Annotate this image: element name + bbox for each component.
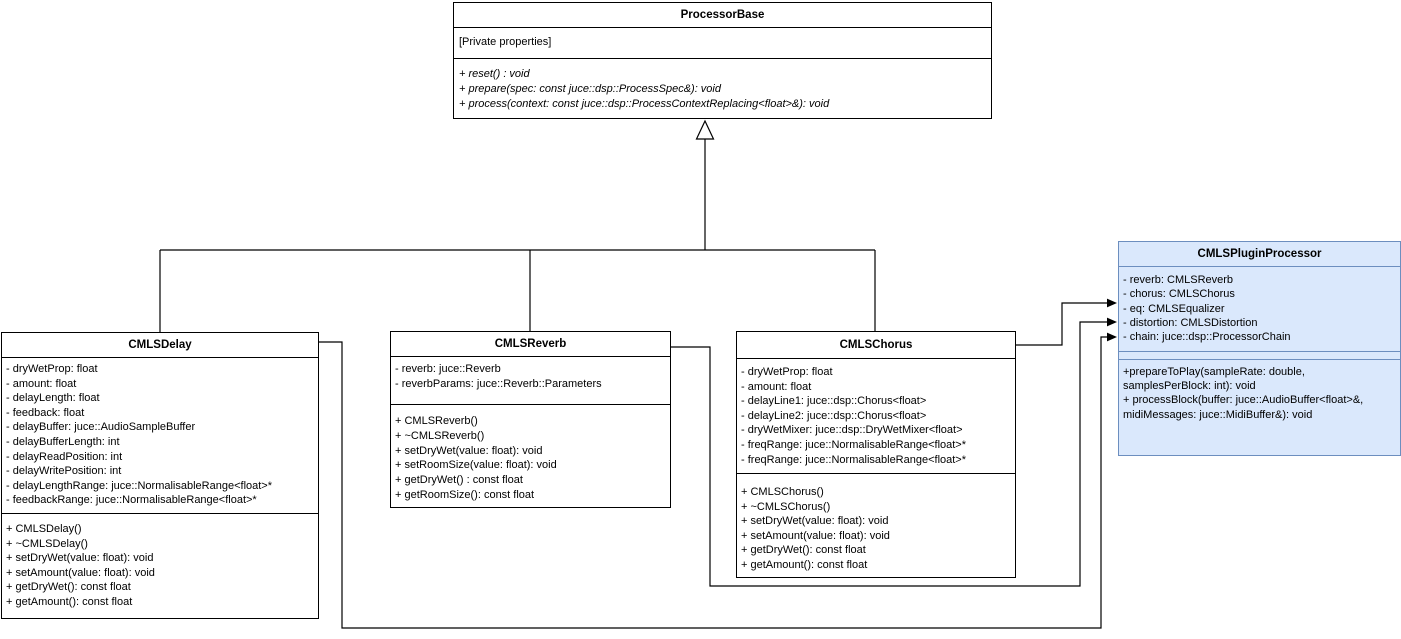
class-title: CMLSChorus: [737, 332, 1015, 359]
class-attribute: - delayBuffer: juce::AudioSampleBuffer: [6, 421, 196, 434]
class-attribute: - delayReadPosition: int: [6, 450, 123, 463]
class-attribute: - delayLine2: juce::dsp::Chorus<float>: [741, 409, 927, 422]
class-box-cmlspluginprocessor: [1118, 241, 1401, 456]
class-method-line: +prepareToPlay(sampleRate: double,: [1123, 366, 1305, 378]
class-method: + ~CMLSReverb(): [395, 429, 485, 442]
class-box-processorbase: [453, 2, 992, 119]
class-method: + setDryWet(value: float): void: [395, 444, 543, 457]
class-attribute: - chain: juce::dsp::ProcessorChain: [1123, 331, 1291, 344]
class-method: + getRoomSize(): const float: [395, 488, 535, 501]
class-attribute: - amount: float: [741, 380, 812, 393]
class-method: + CMLSReverb(): [395, 415, 478, 427]
class-box-cmlsdelay: [1, 332, 319, 619]
class-attribute: - dryWetMixer: juce::dsp::DryWetMixer<float>: [741, 424, 963, 437]
class-attribute: - reverb: juce::Reverb: [395, 363, 501, 375]
class-title: CMLSDelay: [2, 333, 318, 358]
class-attribute: - chorus: CMLSChorus: [1123, 288, 1235, 301]
generalization-connector: [160, 139, 875, 332]
class-box-cmlschorus: [736, 331, 1016, 578]
class-properties-note: [Private properties]: [459, 36, 552, 48]
class-attribute: - feedbackRange: juce::NormalisableRange<float>*: [6, 494, 257, 507]
class-attribute: - dryWetProp: float: [741, 366, 833, 378]
class-attribute: - eq: CMLSEqualizer: [1123, 302, 1225, 315]
class-method: + setDryWet(value: float): void: [6, 552, 154, 565]
class-method: + getDryWet(): const float: [741, 544, 866, 557]
class-attribute: - delayBufferLength: int: [6, 435, 120, 448]
class-attribute: - amount: float: [6, 377, 77, 390]
class-attribute: - dryWetProp: float: [6, 363, 98, 375]
class-method: + getDryWet() : const float: [395, 474, 523, 487]
class-attribute: - delayWritePosition: int: [6, 465, 122, 478]
class-method: + setAmount(value: float): void: [6, 566, 155, 579]
class-method: + ~CMLSChorus(): [741, 500, 831, 513]
class-method: + process(context: const juce::dsp::ProcessContextReplacing<float>&): void: [459, 98, 830, 110]
class-attribute: - feedback: float: [6, 406, 85, 419]
class-attribute: - delayLine1: juce::dsp::Chorus<float>: [741, 395, 927, 408]
class-attribute: - freqRange: juce::NormalisableRange<float>*: [741, 453, 967, 466]
association-arrowhead-icon: [1107, 299, 1117, 308]
class-method-line: samplesPerBlock: int): void: [1123, 380, 1256, 393]
class-method-line: midiMessages: juce::MidiBuffer&): void: [1123, 408, 1313, 421]
class-method: + CMLSDelay(): [6, 523, 82, 535]
class-attribute: - reverb: CMLSReverb: [1123, 274, 1234, 286]
class-method: + setAmount(value: float): void: [741, 529, 890, 542]
association-arrowhead-icon: [1107, 333, 1117, 342]
class-method: + prepare(spec: const juce::dsp::ProcessSpec&): void: [459, 83, 721, 95]
class-method: + setDryWet(value: float): void: [741, 515, 889, 528]
class-title: CMLSPluginProcessor: [1119, 242, 1400, 267]
class-attribute: - reverbParams: juce::Reverb::Parameters: [395, 377, 602, 390]
class-title: ProcessorBase: [454, 3, 991, 28]
class-title: CMLSReverb: [391, 332, 670, 357]
class-method: + getAmount(): const float: [6, 595, 133, 608]
class-attribute: - delayLengthRange: juce::NormalisableRange<float>*: [6, 479, 273, 492]
class-attribute: - freqRange: juce::NormalisableRange<float>*: [741, 438, 967, 451]
association-connector-chorus: [1015, 303, 1108, 345]
class-attribute: - delayLength: float: [6, 392, 100, 405]
generalization-arrowhead-icon: [697, 121, 714, 139]
class-method: + ~CMLSDelay(): [6, 537, 88, 550]
class-method: + reset() : void: [459, 68, 530, 80]
class-box-cmlsreverb: [390, 331, 671, 508]
class-attribute: - distortion: CMLSDistortion: [1123, 316, 1258, 329]
association-arrowhead-icon: [1107, 318, 1117, 327]
class-method: + getAmount(): const float: [741, 558, 868, 571]
class-method: + setRoomSize(value: float): void: [395, 459, 557, 472]
empty-compartment: [1119, 352, 1400, 360]
class-method: + CMLSChorus(): [741, 486, 824, 498]
class-method-line: + processBlock(buffer: juce::AudioBuffer<float>&,: [1123, 394, 1364, 407]
class-method: + getDryWet(): const float: [6, 581, 131, 594]
